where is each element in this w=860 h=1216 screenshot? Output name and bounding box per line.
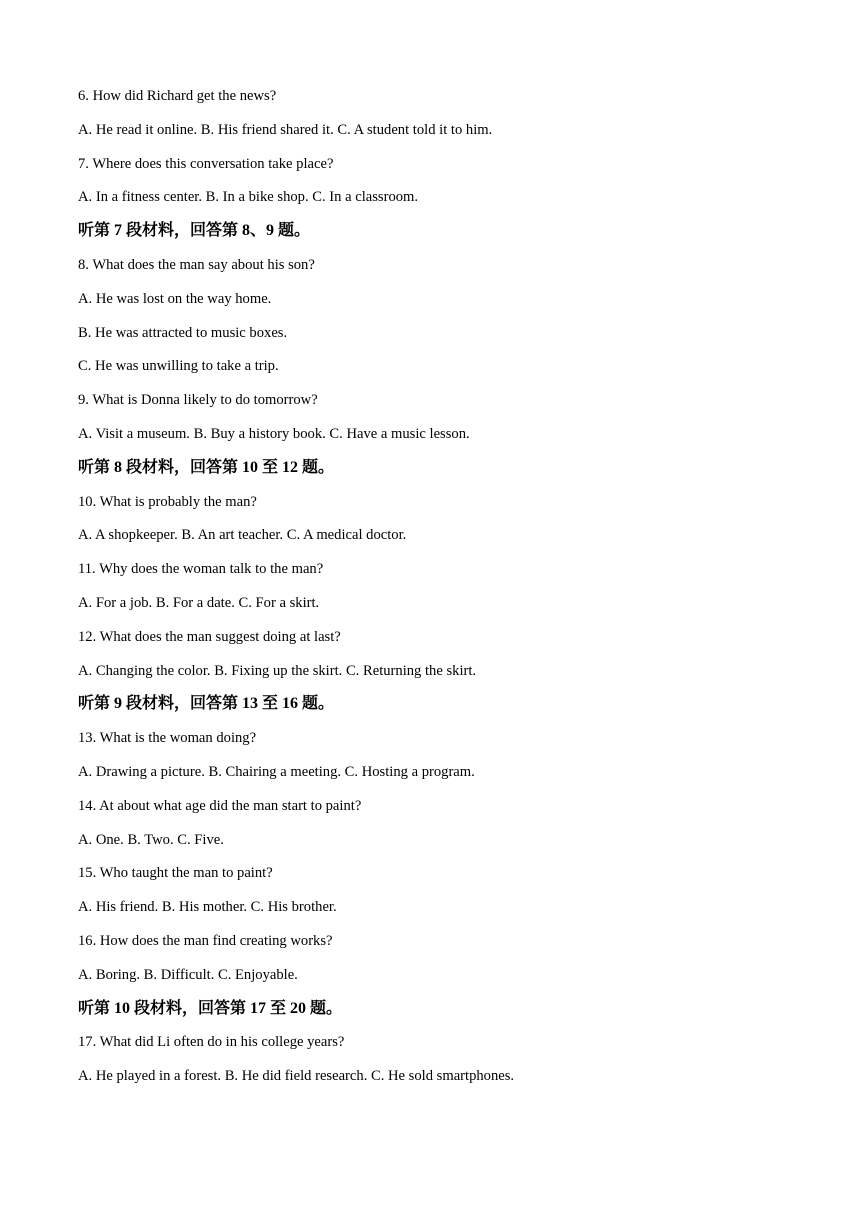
question-text: 16. How does the man find creating works? [78,932,333,949]
answer-options: A. He was lost on the way home. [78,290,272,307]
section-heading: 听第 8 段材料，回答第 10 至 12 题。 [78,458,335,476]
answer-options: A. For a job. B. For a date. C. For a skirt. [78,594,320,611]
question-text: 7. Where does this conversation take place? [78,155,334,172]
question-text: 13. What is the woman doing? [78,730,257,747]
question-list [78,86,798,1100]
answer-options: A. He played in a forest. B. He did field research. C. He sold smartphones. [78,1068,515,1085]
answer-options: A. His friend. B. His mother. C. His brother. [78,899,337,916]
section-heading: 听第 10 段材料，回答第 17 至 20 题。 [78,999,343,1017]
question-text: 9. What is Donna likely to do tomorrow? [78,392,318,409]
question-text: 14. At about what age did the man start to paint? [78,797,362,814]
section-heading: 听第 7 段材料，回答第 8、9 题。 [78,222,311,240]
answer-options: C. He was unwilling to take a trip. [78,358,279,375]
answer-options: B. He was attracted to music boxes. [78,324,288,341]
answer-options: A. He read it online. B. His friend shared it. C. A student told it to him. [78,121,493,138]
answer-options: A. Boring. B. Difficult. C. Enjoyable. [78,966,298,983]
question-text: 8. What does the man say about his son? [78,256,315,273]
question-text: 11. Why does the woman talk to the man? [78,561,324,578]
question-text: 6. How did Richard get the news? [78,88,277,104]
question-text: 15. Who taught the man to paint? [78,865,273,882]
question-text: 12. What does the man suggest doing at last? [78,628,341,645]
answer-options: A. Drawing a picture. B. Chairing a meeting. C. Hosting a program. [78,763,475,780]
answer-options: A. Changing the color. B. Fixing up the skirt. C. Returning the skirt. [78,662,477,679]
section-heading: 听第 9 段材料，回答第 13 至 16 题。 [78,695,335,713]
answer-options: A. Visit a museum. B. Buy a history book. C. Have a music lesson. [78,425,470,442]
answer-options: A. In a fitness center. B. In a bike shop. C. In a classroom. [78,189,419,206]
question-text: 17. What did Li often do in his college years? [78,1034,345,1051]
answer-options: A. A shopkeeper. B. An art teacher. C. A medical doctor. [78,527,407,544]
question-text: 10. What is probably the man? [78,493,257,510]
answer-options: A. One. B. Two. C. Five. [78,831,224,848]
